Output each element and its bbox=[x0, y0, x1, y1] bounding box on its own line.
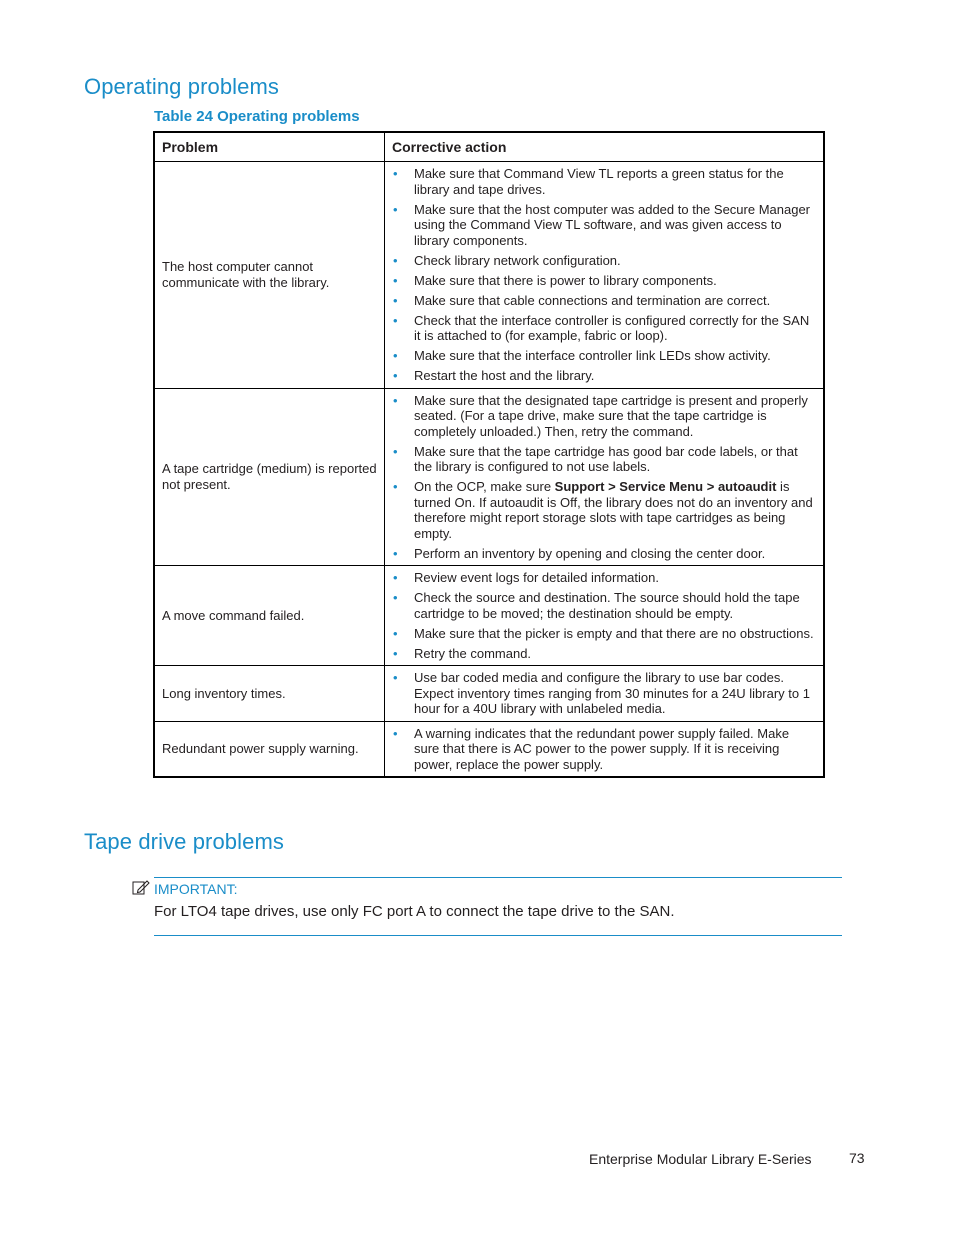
bullet-icon: • bbox=[393, 166, 398, 181]
action-text: Make sure that the host computer was added to the Secure Manager using the Command View TL software, and was given access to library components. bbox=[414, 201, 811, 248]
table-row bbox=[154, 388, 824, 566]
corrective-action-cell bbox=[385, 388, 825, 566]
problem-cell: The host computer cannot communicate with the library. bbox=[154, 162, 385, 389]
action-text: Use bar coded media and configure the library to use bar codes. Expect inventory times ranging from 30 minutes for a 24U library to 1 hour for a 40U library with unlabeled media. bbox=[414, 670, 810, 716]
bullet-icon: • bbox=[393, 443, 398, 459]
column-header-problem: Problem bbox=[154, 132, 385, 162]
action-text: Check the source and destination. The source should hold the tape cartridge to be moved; the destination should be empty. bbox=[414, 590, 800, 621]
operating-problems-table bbox=[153, 131, 825, 778]
table-caption: Table 24 Operating problems bbox=[154, 108, 360, 125]
important-label: IMPORTANT: bbox=[154, 880, 238, 897]
important-text: For LTO4 tape drives, use only FC port A to connect the tape drive to the SAN. bbox=[154, 903, 675, 920]
bullet-icon: • bbox=[393, 590, 398, 605]
action-text: Make sure that the designated tape cartridge is present and properly seated. (For a tape drive, make sure that the tape cartridge is completely unloaded.) Then, retry the command. bbox=[414, 392, 808, 439]
action-text: Make sure that cable connections and termination are correct. bbox=[414, 292, 771, 308]
bullet-icon: • bbox=[393, 272, 398, 288]
table-header-row bbox=[154, 132, 824, 162]
bullet-icon: • bbox=[393, 368, 398, 383]
action-list bbox=[393, 166, 816, 384]
action-item bbox=[393, 368, 816, 384]
action-list bbox=[393, 393, 816, 562]
action-text: Make sure that Command View TL reports a green status for the library and tape drives. bbox=[414, 166, 784, 197]
section-title-operating-problems: Operating problems bbox=[84, 74, 280, 99]
action-text: Make sure that the picker is empty and that there are no obstructions. bbox=[414, 625, 814, 641]
action-text: Check library network configuration. bbox=[414, 252, 621, 268]
action-text: Make sure that the interface controller link LEDs show activity. bbox=[414, 348, 771, 363]
action-item bbox=[393, 393, 816, 440]
bullet-icon: • bbox=[393, 670, 398, 685]
action-item bbox=[393, 479, 816, 541]
action-item bbox=[393, 590, 816, 621]
column-header-corrective-action: Corrective action bbox=[385, 132, 825, 162]
action-item bbox=[393, 670, 816, 717]
bullet-icon: • bbox=[393, 479, 398, 494]
bullet-icon: • bbox=[393, 201, 398, 217]
action-item bbox=[393, 313, 816, 344]
action-item bbox=[393, 726, 816, 773]
bullet-icon: • bbox=[393, 625, 398, 641]
bullet-icon: • bbox=[393, 292, 398, 308]
action-list bbox=[393, 670, 816, 717]
action-item bbox=[393, 444, 816, 475]
problem-cell: A tape cartridge (medium) is reported not present. bbox=[154, 388, 385, 566]
action-text: Perform an inventory by opening and closing the center door. bbox=[414, 545, 766, 561]
bullet-icon: • bbox=[393, 312, 398, 328]
action-item bbox=[393, 202, 816, 249]
action-text: A warning indicates that the redundant power supply failed. Make sure that there is AC power to the power supply. If it is receiving power, replace the power supply. bbox=[414, 725, 790, 772]
important-top-rule bbox=[154, 877, 842, 878]
action-item bbox=[393, 646, 816, 662]
bullet-icon: • bbox=[393, 348, 398, 363]
table-row bbox=[154, 566, 824, 666]
corrective-action-cell bbox=[385, 666, 825, 722]
action-text: Review event logs for detailed information. bbox=[414, 570, 659, 585]
action-item bbox=[393, 273, 816, 289]
problem-cell: A move command failed. bbox=[154, 566, 385, 666]
action-list bbox=[393, 726, 816, 773]
page-number: 73 bbox=[849, 1150, 865, 1166]
footer-document-title: Enterprise Modular Library E-Series bbox=[589, 1151, 812, 1167]
bullet-icon: • bbox=[393, 545, 398, 561]
important-note-icon bbox=[132, 879, 154, 898]
table-row bbox=[154, 162, 824, 389]
bullet-icon: • bbox=[393, 570, 398, 585]
table-body bbox=[154, 162, 824, 778]
action-item bbox=[393, 626, 816, 642]
action-text: Check that the interface controller is configured correctly for the SAN it is attached to (for example, fabric or loop). bbox=[414, 312, 810, 343]
action-item bbox=[393, 253, 816, 269]
action-text: Retry the command. bbox=[414, 645, 532, 661]
action-text: is turned On. If autoaudit is Off, the library does not do an inventory and therefore might report storage slots with tape cartridges as being empty. bbox=[414, 479, 813, 541]
problem-cell: Long inventory times. bbox=[154, 666, 385, 722]
bullet-icon: • bbox=[393, 252, 398, 268]
bullet-icon: • bbox=[393, 645, 398, 661]
bullet-icon: • bbox=[393, 725, 398, 741]
action-list bbox=[393, 570, 816, 661]
action-item bbox=[393, 348, 816, 364]
action-text: On the OCP, make sure bbox=[414, 479, 555, 494]
action-item bbox=[393, 166, 816, 197]
action-text: Make sure that there is power to library components. bbox=[414, 272, 717, 288]
bullet-icon: • bbox=[393, 392, 398, 408]
corrective-action-cell bbox=[385, 162, 825, 389]
important-heading bbox=[132, 879, 238, 898]
table-row bbox=[154, 666, 824, 722]
action-text: Make sure that the tape cartridge has good bar code labels, or that the library is configured to not use labels. bbox=[414, 443, 798, 474]
table-row bbox=[154, 721, 824, 777]
action-item bbox=[393, 546, 816, 562]
action-text: Restart the host and the library. bbox=[414, 368, 595, 383]
problem-cell: Redundant power supply warning. bbox=[154, 721, 385, 777]
important-bottom-rule bbox=[154, 935, 842, 936]
corrective-action-cell bbox=[385, 566, 825, 666]
corrective-action-cell bbox=[385, 721, 825, 777]
action-item bbox=[393, 293, 816, 309]
menu-path: Support > Service Menu > autoaudit bbox=[554, 479, 777, 494]
action-item bbox=[393, 570, 816, 586]
section-title-tape-drive-problems: Tape drive problems bbox=[84, 829, 284, 854]
